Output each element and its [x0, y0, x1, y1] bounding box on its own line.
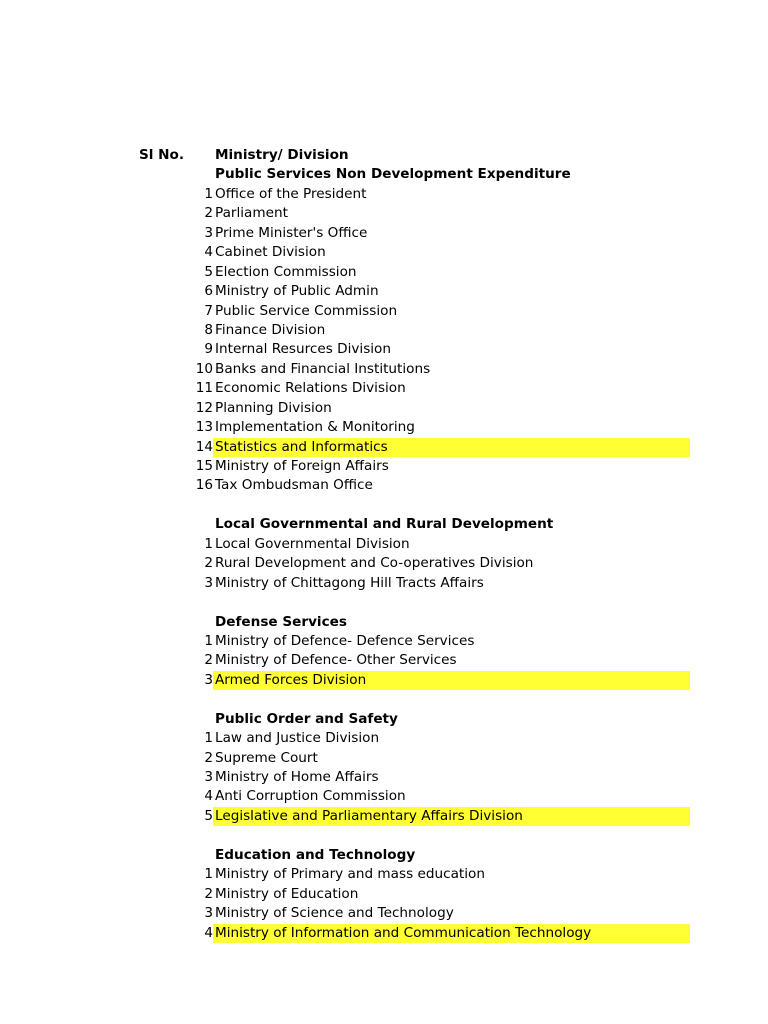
ministry-name: Parliament	[215, 205, 288, 222]
ministry-row	[0, 399, 768, 418]
ministry-name: Ministry of Defence- Other Services	[215, 652, 457, 669]
ministry-name: Economic Relations Division	[215, 380, 406, 397]
ministry-name-highlighted: Armed Forces Division	[213, 671, 690, 690]
ministry-name: Tax Ombudsman Office	[215, 477, 373, 494]
ministry-name: Supreme Court	[215, 749, 318, 766]
ministry-row	[0, 865, 768, 884]
ministry-name-highlighted: Statistics and Informatics	[213, 438, 690, 457]
ministry-row	[0, 185, 768, 204]
serial-number: 12	[195, 399, 213, 416]
serial-number: 3	[204, 671, 213, 688]
ministry-division-header: Ministry/ Division	[215, 147, 349, 163]
ministry-row	[0, 535, 768, 554]
ministry-name: Anti Corruption Commission	[215, 788, 406, 805]
ministry-name: Ministry of Education	[215, 885, 359, 902]
serial-number: 1	[204, 185, 213, 202]
section-title-row	[0, 613, 768, 632]
ministry-row	[0, 476, 768, 495]
ministry-row	[0, 574, 768, 593]
ministry-row	[0, 321, 768, 340]
serial-number: 4	[204, 244, 213, 261]
section-title: Education and Technology	[215, 846, 416, 863]
ministry-name: Ministry of Public Admin	[215, 283, 379, 300]
ministry-name-highlighted: Ministry of Information and Communication Technology	[213, 924, 690, 943]
serial-number: 7	[204, 302, 213, 319]
sl-no-header: Sl No.	[139, 147, 185, 163]
ministry-row	[0, 651, 768, 670]
ministry-row	[0, 438, 768, 457]
serial-number: 1	[204, 866, 213, 883]
section-title-row	[0, 710, 768, 729]
serial-number: 10	[195, 360, 213, 377]
ministry-row	[0, 554, 768, 573]
section-title: Defense Services	[215, 613, 347, 630]
ministry-row	[0, 749, 768, 768]
spacer-row	[0, 593, 768, 612]
spacer-row	[0, 690, 768, 709]
ministry-name: Implementation & Monitoring	[215, 419, 415, 436]
serial-number: 9	[204, 341, 213, 358]
serial-number: 3	[204, 769, 213, 785]
ministry-row	[0, 807, 768, 826]
ministry-row	[0, 885, 768, 904]
ministry-row	[0, 302, 768, 321]
serial-number: 4	[204, 924, 213, 941]
sections-container	[0, 165, 768, 943]
ministry-name: Public Service Commission	[215, 302, 398, 319]
ministry-list-sheet	[0, 146, 768, 943]
ministry-name: Ministry of Science and Technology	[215, 905, 454, 922]
section-title-row	[0, 515, 768, 534]
serial-number: 13	[195, 419, 213, 436]
serial-number: 3	[204, 905, 213, 922]
ministry-name: Local Governmental Division	[215, 535, 410, 552]
section-title-row	[0, 165, 768, 184]
ministry-name: Prime Minister's Office	[215, 224, 368, 241]
ministry-row	[0, 263, 768, 282]
ministry-row	[0, 924, 768, 943]
ministry-row	[0, 632, 768, 651]
ministry-row	[0, 224, 768, 243]
serial-number: 8	[204, 321, 213, 338]
ministry-row	[0, 282, 768, 301]
ministry-name: Office of the President	[215, 185, 367, 202]
serial-number: 5	[204, 807, 213, 824]
ministry-name-highlighted: Legislative and Parliamentary Affairs Division	[213, 807, 690, 826]
serial-number: 2	[204, 652, 213, 669]
section-title: Public Order and Safety	[215, 710, 398, 727]
ministry-name: Rural Development and Co-operatives Division	[215, 555, 534, 572]
ministry-row	[0, 204, 768, 223]
ministry-name: Internal Resurces Division	[215, 341, 391, 358]
spacer-row	[0, 496, 768, 515]
ministry-name: Ministry of Chittagong Hill Tracts Affairs	[215, 574, 484, 591]
serial-number: 16	[195, 477, 213, 494]
serial-number: 3	[204, 574, 213, 591]
serial-number: 11	[195, 380, 213, 397]
serial-number: 1	[204, 632, 213, 649]
serial-number: 4	[204, 788, 213, 805]
serial-number: 14	[195, 438, 213, 455]
ministry-row	[0, 904, 768, 923]
ministry-name: Election Commission	[215, 263, 357, 280]
ministry-name: Law and Justice Division	[215, 730, 380, 747]
serial-number: 2	[204, 885, 213, 902]
serial-number: 15	[195, 458, 213, 474]
ministry-name: Finance Division	[215, 321, 326, 338]
ministry-row	[0, 457, 768, 476]
serial-number: 2	[204, 205, 213, 222]
section-title: Local Governmental and Rural Development	[215, 516, 554, 533]
section-title-row	[0, 846, 768, 865]
ministry-name: Planning Division	[215, 399, 332, 416]
ministry-name: Ministry of Foreign Affairs	[215, 458, 389, 474]
section-title: Public Services Non Development Expenditure	[215, 166, 571, 183]
ministry-row	[0, 360, 768, 379]
spacer-row	[0, 826, 768, 845]
ministry-row	[0, 243, 768, 262]
ministry-row	[0, 768, 768, 787]
ministry-row	[0, 418, 768, 437]
ministry-row	[0, 787, 768, 806]
serial-number: 3	[204, 224, 213, 241]
serial-number: 2	[204, 555, 213, 572]
serial-number: 5	[204, 263, 213, 280]
ministry-name: Ministry of Defence- Defence Services	[215, 632, 475, 649]
ministry-row	[0, 340, 768, 359]
ministry-row	[0, 379, 768, 398]
ministry-name: Cabinet Division	[215, 244, 326, 261]
ministry-name: Banks and Financial Institutions	[215, 360, 431, 377]
serial-number: 6	[204, 283, 213, 300]
ministry-name: Ministry of Primary and mass education	[215, 866, 485, 883]
ministry-row	[0, 671, 768, 690]
ministry-row	[0, 729, 768, 748]
ministry-name: Ministry of Home Affairs	[215, 769, 379, 785]
header-row	[0, 146, 768, 165]
serial-number: 2	[204, 749, 213, 766]
serial-number: 1	[204, 730, 213, 747]
serial-number: 1	[204, 535, 213, 552]
